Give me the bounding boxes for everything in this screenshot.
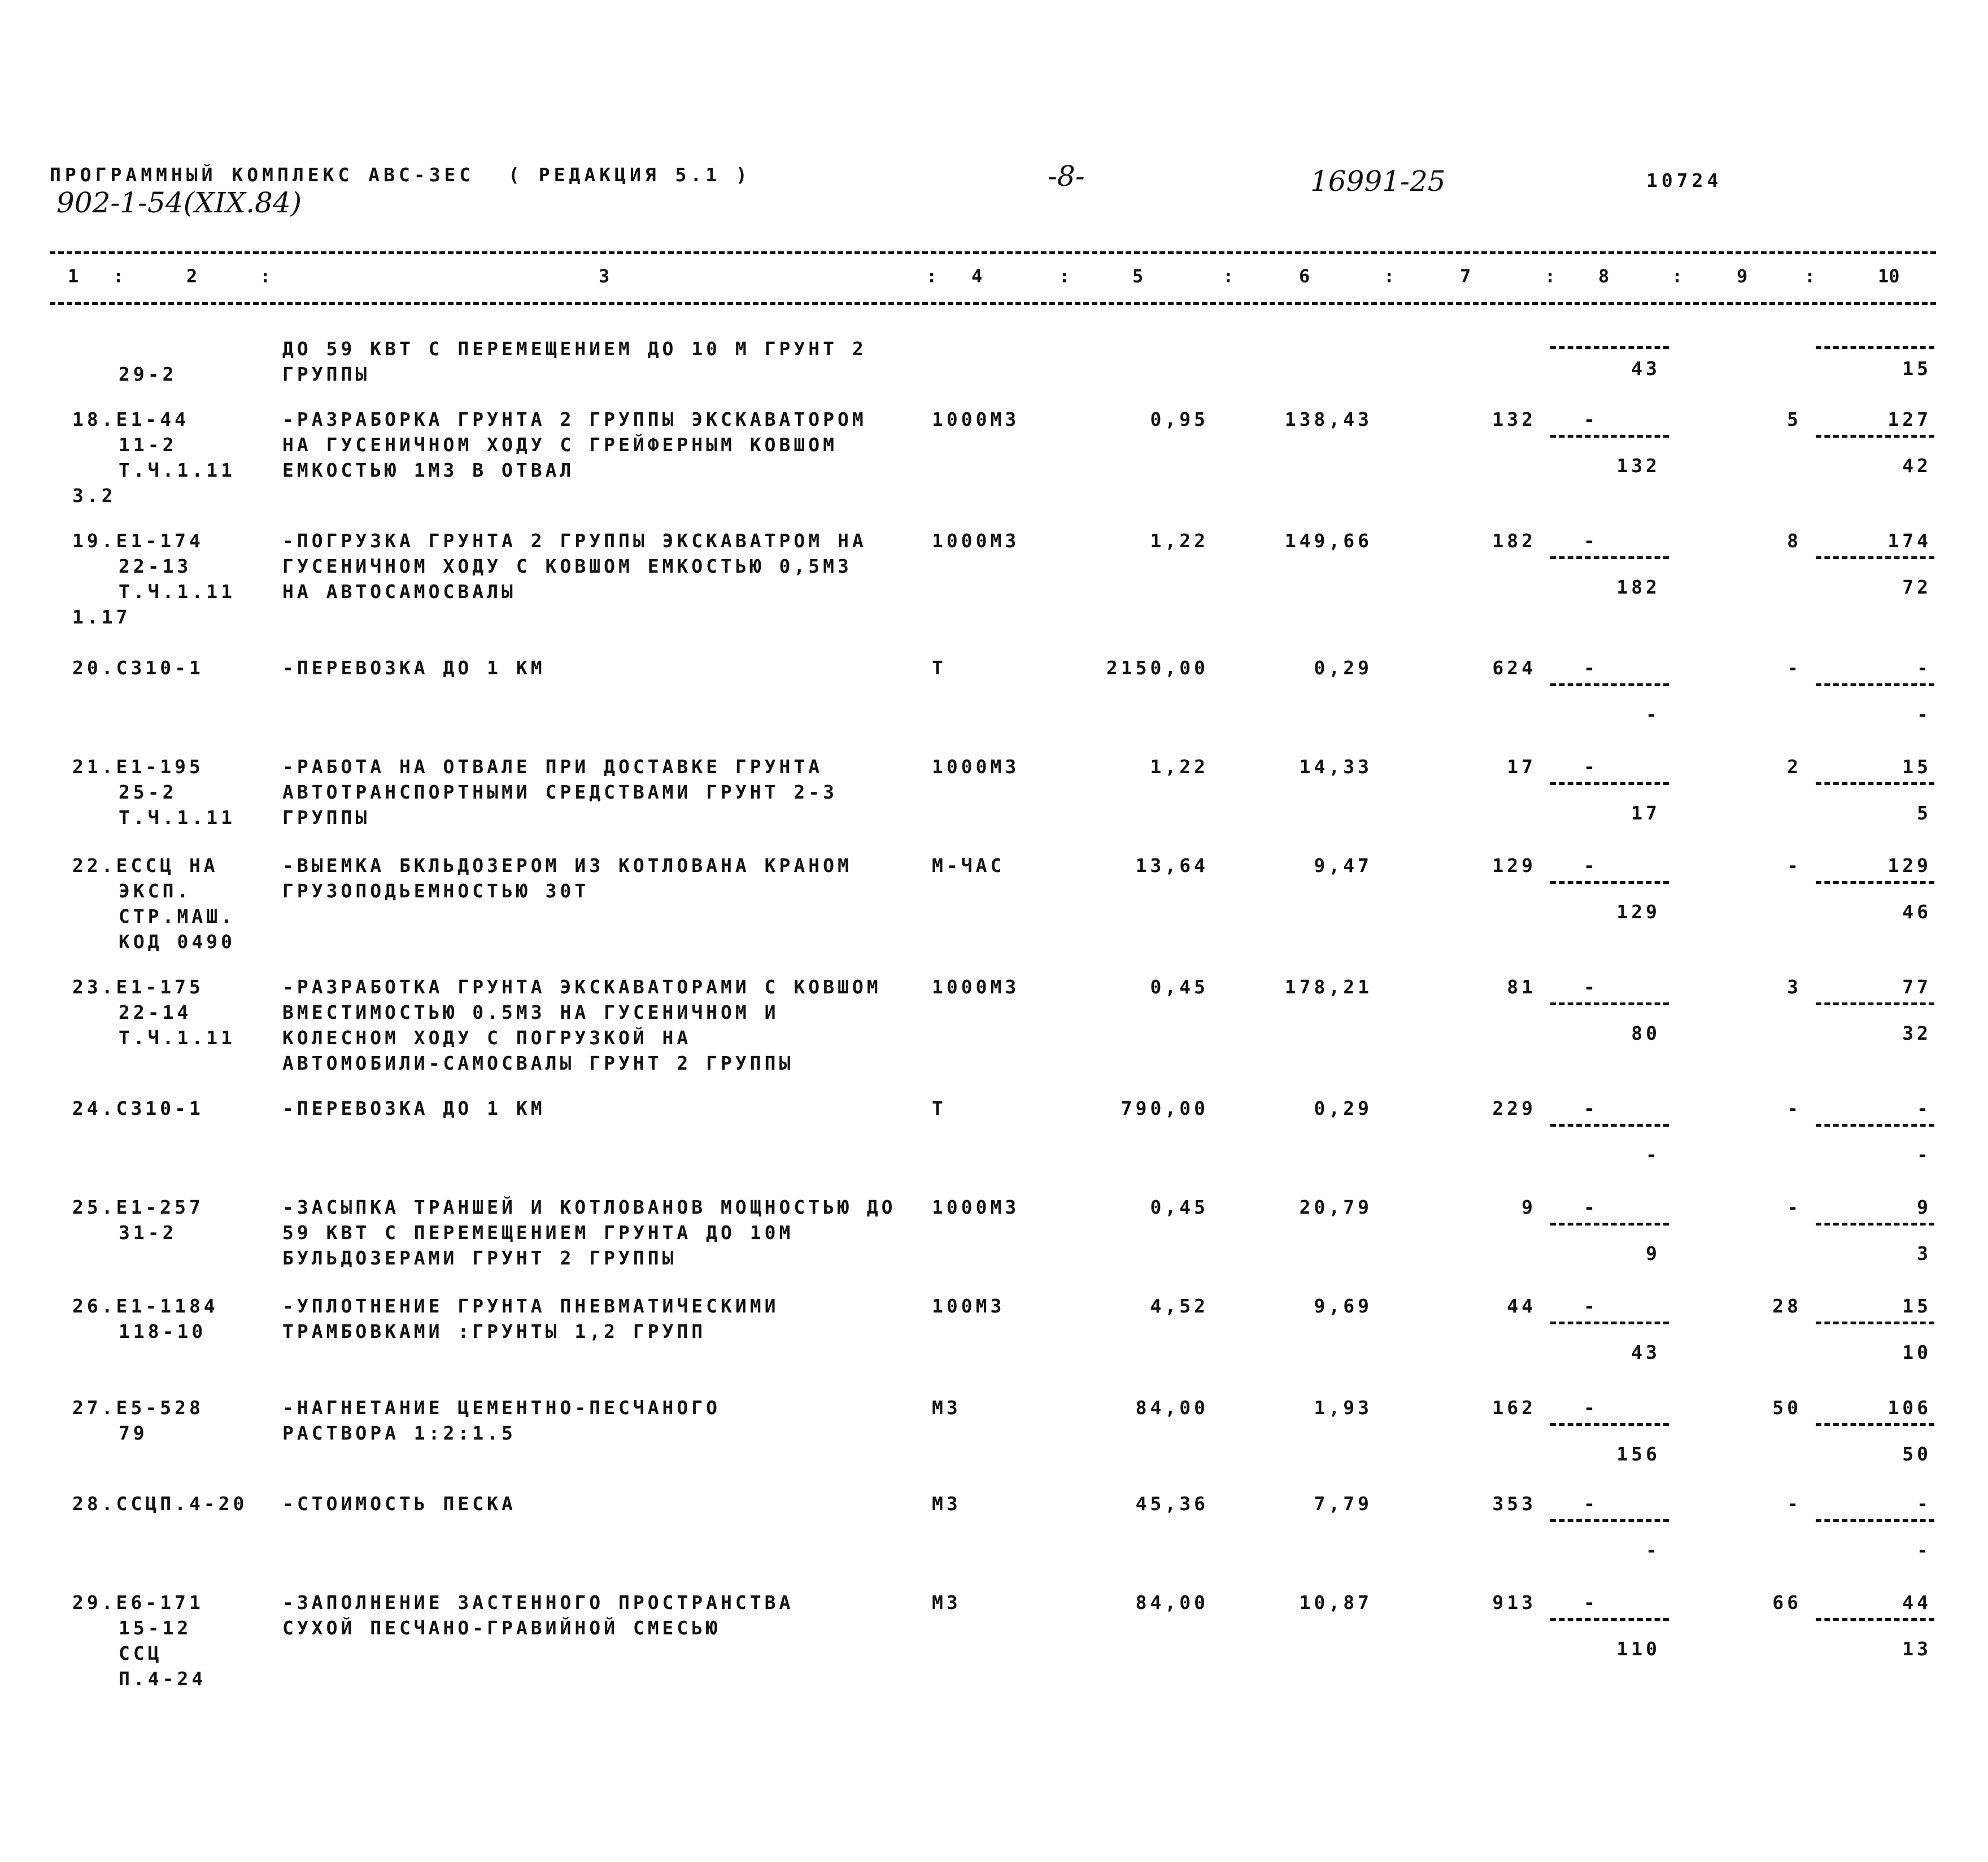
item-description-line: -ПЕРЕВОЗКА ДО 1 КМ: [282, 1097, 546, 1119]
item-description-line: ГРУППЫ: [282, 363, 370, 385]
column10-fraction-line: [1816, 683, 1934, 686]
unit-cell: 1000М3: [932, 1196, 1020, 1218]
item-code-line: 23.Е1-175: [72, 976, 204, 998]
item-code-line: Т.Ч.1.11: [119, 1027, 236, 1049]
item-description-line: ДО 59 КВТ С ПЕРЕМЕЩЕНИЕМ ДО 10 М ГРУНТ 2: [282, 338, 867, 360]
column-header-1: 1: [68, 265, 79, 287]
column10-fraction-line: [1816, 1423, 1934, 1426]
item-code-line: 22-14: [119, 1001, 192, 1023]
item-code-line: 25.Е1-257: [72, 1196, 204, 1218]
column10-top: -: [1917, 1493, 1932, 1515]
unit-price-cell: 10,87: [1299, 1591, 1372, 1614]
total-cost-cell: 162: [1492, 1397, 1536, 1419]
item-description-line: 59 КВТ С ПЕРЕМЕЩЕНИЕМ ГРУНТА ДО 10М: [282, 1222, 794, 1244]
item-code-line: 1.17: [72, 606, 131, 628]
item-description-line: АВТОМОБИЛИ-САМОСВАЛЫ ГРУНТ 2 ГРУППЫ: [282, 1052, 794, 1074]
column-separator: :: [1223, 265, 1234, 287]
item-description-line: -ПЕРЕВОЗКА ДО 1 КМ: [282, 657, 546, 679]
unit-cell: 1000М3: [932, 530, 1020, 552]
quantity-cell: 0,45: [1150, 976, 1209, 998]
item-description-line: -НАГНЕТАНИЕ ЦЕМЕНТНО-ПЕСЧАНОГО: [282, 1397, 721, 1419]
item-code-line: Т.Ч.1.11: [119, 806, 236, 828]
column9-cell: -: [1787, 854, 1802, 877]
column-separator: :: [113, 265, 124, 287]
total-cost-cell: 624: [1492, 657, 1536, 679]
document-number: 16991-25: [1310, 165, 1446, 198]
column8-bottom: -: [1646, 1144, 1660, 1166]
unit-price-cell: 178,21: [1284, 976, 1372, 998]
column8-bottom: 110: [1616, 1638, 1660, 1660]
column-header-2: 2: [186, 265, 198, 287]
quantity-cell: 84,00: [1135, 1591, 1209, 1614]
item-code-line: Т.Ч.1.11: [119, 581, 236, 603]
column10-fraction-line: [1816, 435, 1934, 438]
column10-bottom: 50: [1902, 1443, 1932, 1465]
column-header-5: 5: [1132, 265, 1144, 287]
unit-price-cell: 7,79: [1314, 1493, 1372, 1515]
column10-bottom: -: [1917, 1539, 1932, 1561]
unit-price-cell: 138,43: [1284, 408, 1372, 430]
column-header-4: 4: [971, 265, 983, 287]
page-number: -8-: [1048, 160, 1085, 193]
column10-top: 127: [1887, 408, 1932, 430]
column8-top: -: [1584, 1493, 1598, 1515]
item-code-line: 11-2: [119, 434, 177, 456]
item-code-line: П.4-24: [119, 1668, 207, 1690]
column8-top: -: [1584, 1591, 1598, 1614]
item-code-line: СТР.МАШ.: [119, 905, 236, 927]
column8-fraction-line: [1550, 1124, 1669, 1127]
column8-fraction-line: [1550, 1322, 1669, 1324]
column-separator: :: [1384, 265, 1395, 287]
column9-cell: -: [1787, 1493, 1802, 1515]
column8-top: -: [1584, 1097, 1598, 1119]
item-description-line: ТРАМБОВКАМИ :ГРУНТЫ 1,2 ГРУПП: [282, 1320, 707, 1342]
column8-bottom: 129: [1616, 901, 1660, 923]
column9-cell: 2: [1787, 756, 1802, 778]
column10-bottom: 3: [1917, 1242, 1932, 1264]
column-header-9: 9: [1737, 265, 1748, 287]
column10-fraction-line: [1816, 881, 1934, 884]
item-code-line: 3.2: [72, 485, 116, 507]
column8-top: -: [1584, 1397, 1598, 1419]
item-code-line: 22-13: [119, 555, 192, 577]
unit-cell: 1000М3: [932, 756, 1020, 778]
column8-top: -: [1584, 1196, 1598, 1218]
column-header-8: 8: [1598, 265, 1610, 287]
column9-cell: -: [1787, 1196, 1802, 1218]
item-description-line: РАСТВОРА 1:2:1.5: [282, 1422, 516, 1444]
column9-cell: 8: [1787, 530, 1802, 552]
column9-cell: -: [1787, 657, 1802, 679]
program-title: ПРОГРАММНЫЙ КОМПЛЕКС АВС-3ЕС: [50, 164, 475, 186]
column10-fraction-line: [1816, 1124, 1934, 1127]
column9-cell: 3: [1787, 976, 1802, 998]
column10-top: -: [1917, 657, 1932, 679]
column10-top: 106: [1887, 1397, 1932, 1419]
item-description-line: ГРУППЫ: [282, 806, 370, 828]
column8-top: -: [1584, 756, 1598, 778]
column10-bottom: 10: [1902, 1341, 1932, 1363]
unit-cell: 100М3: [932, 1295, 1005, 1317]
column10-fraction-line: [1816, 1618, 1934, 1621]
column8-fraction-line: [1550, 556, 1669, 559]
quantity-cell: 13,64: [1135, 854, 1209, 877]
column9-cell: -: [1787, 1097, 1802, 1119]
unit-cell: М3: [932, 1493, 961, 1515]
column8-bottom: -: [1646, 703, 1660, 725]
top-rule: [50, 251, 1936, 254]
unit-price-cell: 14,33: [1299, 756, 1372, 778]
column10-bottom: 42: [1902, 455, 1932, 477]
item-code-line: 20.С310-1: [72, 657, 204, 679]
column10-fraction-line: [1816, 346, 1934, 349]
column8-top: -: [1584, 976, 1598, 998]
column8-fraction-line: [1550, 346, 1669, 349]
total-cost-cell: 913: [1492, 1591, 1536, 1614]
item-description-line: НА ГУСЕНИЧНОМ ХОДУ С ГРЕЙФЕРНЫМ КОВШОМ: [282, 434, 838, 456]
column10-bottom: 15: [1902, 357, 1932, 380]
quantity-cell: 0,45: [1150, 1196, 1209, 1218]
item-description-line: СУХОЙ ПЕСЧАНО-ГРАВИЙНОЙ СМЕСЬЮ: [282, 1617, 721, 1639]
item-description-line: -СТОИМОСТЬ ПЕСКА: [282, 1493, 516, 1515]
column10-bottom: 72: [1902, 576, 1932, 598]
item-code-line: Т.Ч.1.11: [119, 459, 236, 481]
unit-price-cell: 0,29: [1314, 1097, 1372, 1119]
item-description-line: -РАЗРАБОРКА ГРУНТА 2 ГРУППЫ ЭКСКАВАТОРОМ: [282, 408, 867, 430]
column8-bottom: 182: [1616, 576, 1660, 598]
item-code-line: 27.Е5-528: [72, 1397, 204, 1419]
item-code-line: ЭКСП.: [119, 880, 192, 902]
column10-top: 174: [1887, 530, 1932, 552]
unit-price-cell: 1,93: [1314, 1397, 1372, 1419]
total-cost-cell: 17: [1507, 756, 1536, 778]
item-description-line: КОЛЕСНОМ ХОДУ С ПОГРУЗКОЙ НА: [282, 1027, 692, 1049]
item-description-line: ВМЕСТИМОСТЬЮ 0.5М3 НА ГУСЕНИЧНОМ И: [282, 1001, 779, 1023]
item-description-line: ГУСЕНИЧНОМ ХОДУ С КОВШОМ ЕМКОСТЬЮ 0,5М3: [282, 555, 852, 577]
item-description-line: -РАЗРАБОТКА ГРУНТА ЭКСКАВАТОРАМИ С КОВШОМ: [282, 976, 882, 998]
column8-bottom: 9: [1646, 1242, 1660, 1264]
column8-fraction-line: [1550, 435, 1669, 438]
column8-top: -: [1584, 408, 1598, 430]
column10-bottom: -: [1917, 703, 1932, 725]
column10-bottom: 32: [1902, 1022, 1932, 1044]
edition-label: ( РЕДАКЦИЯ 5.1 ): [508, 164, 751, 186]
column-separator: :: [1672, 265, 1683, 287]
column9-cell: 50: [1772, 1397, 1802, 1419]
column10-fraction-line: [1816, 1223, 1934, 1226]
document-code: 10724: [1646, 169, 1723, 191]
quantity-cell: 1,22: [1150, 530, 1209, 552]
column10-fraction-line: [1816, 782, 1934, 785]
total-cost-cell: 353: [1492, 1493, 1536, 1515]
total-cost-cell: 44: [1507, 1295, 1536, 1317]
quantity-cell: 4,52: [1150, 1295, 1209, 1317]
column-header-6: 6: [1299, 265, 1310, 287]
column8-bottom: 132: [1616, 455, 1660, 477]
column-header-7: 7: [1460, 265, 1471, 287]
column9-cell: 28: [1772, 1295, 1802, 1317]
column-header-3: 3: [599, 265, 610, 287]
unit-price-cell: 149,66: [1284, 530, 1372, 552]
column10-bottom: -: [1917, 1144, 1932, 1166]
column8-bottom: 17: [1631, 802, 1660, 824]
column8-fraction-line: [1550, 683, 1669, 686]
unit-cell: 1000М3: [932, 408, 1020, 430]
item-description-line: НА АВТОСАМОСВАЛЫ: [282, 581, 516, 603]
item-description-line: АВТОТРАНСПОРТНЫМИ СРЕДСТВАМИ ГРУНТ 2-3: [282, 781, 838, 803]
column10-top: 129: [1887, 854, 1932, 877]
column10-fraction-line: [1816, 1002, 1934, 1005]
item-code-line: ССЦ: [119, 1642, 163, 1664]
column8-fraction-line: [1550, 782, 1669, 785]
unit-cell: 1000М3: [932, 976, 1020, 998]
quantity-cell: 0,95: [1150, 408, 1209, 430]
total-cost-cell: 129: [1492, 854, 1536, 877]
total-cost-cell: 9: [1521, 1196, 1536, 1218]
quantity-cell: 2150,00: [1106, 657, 1209, 679]
column8-fraction-line: [1550, 1519, 1669, 1522]
item-description-line: БУЛЬДОЗЕРАМИ ГРУНТ 2 ГРУППЫ: [282, 1247, 677, 1269]
item-code-line: 118-10: [119, 1320, 207, 1342]
column10-top: 44: [1902, 1591, 1932, 1614]
total-cost-cell: 182: [1492, 530, 1536, 552]
item-code-line: 31-2: [119, 1222, 177, 1244]
column10-fraction-line: [1816, 1519, 1934, 1522]
column8-top: -: [1584, 854, 1598, 877]
item-description-line: -ВЫЕМКА БКЛЬДОЗЕРОМ ИЗ КОТЛОВАНА КРАНОМ: [282, 854, 852, 877]
item-code-line: 25-2: [119, 781, 177, 803]
total-cost-cell: 132: [1492, 408, 1536, 430]
column10-fraction-line: [1816, 1322, 1934, 1324]
unit-price-cell: 20,79: [1299, 1196, 1372, 1218]
project-number: 902-1-54(XIX.84): [56, 186, 302, 219]
unit-price-cell: 9,47: [1314, 854, 1372, 877]
unit-price-cell: 9,69: [1314, 1295, 1372, 1317]
column9-cell: 66: [1772, 1591, 1802, 1614]
quantity-cell: 1,22: [1150, 756, 1209, 778]
column8-top: -: [1584, 657, 1598, 679]
column8-fraction-line: [1550, 881, 1669, 884]
unit-cell: Т: [932, 1097, 947, 1119]
item-code-line: 22.ЕССЦ НА: [72, 854, 219, 877]
column8-fraction-line: [1550, 1223, 1669, 1226]
unit-cell: М3: [932, 1591, 961, 1614]
quantity-cell: 45,36: [1135, 1493, 1209, 1515]
total-cost-cell: 229: [1492, 1097, 1536, 1119]
column8-fraction-line: [1550, 1002, 1669, 1005]
header-rule: [50, 302, 1936, 305]
item-code-line: 26.Е1-1184: [72, 1295, 219, 1317]
column8-top: -: [1584, 530, 1598, 552]
item-description-line: -ПОГРУЗКА ГРУНТА 2 ГРУППЫ ЭКСКАВАТРОМ НА: [282, 530, 867, 552]
unit-cell: М-ЧАС: [932, 854, 1005, 877]
column10-top: 77: [1902, 976, 1932, 998]
item-code-line: КОД 0490: [119, 931, 236, 953]
item-description-line: -ЗАПОЛНЕНИЕ ЗАСТЕННОГО ПРОСТРАНСТВА: [282, 1591, 794, 1614]
item-code-line: 18.Е1-44: [72, 408, 189, 430]
item-description-line: -РАБОТА НА ОТВАЛЕ ПРИ ДОСТАВКЕ ГРУНТА: [282, 756, 823, 778]
item-code-line: 24.С310-1: [72, 1097, 204, 1119]
unit-cell: Т: [932, 657, 947, 679]
quantity-cell: 84,00: [1135, 1397, 1209, 1419]
column-separator: :: [1059, 265, 1070, 287]
column8-bottom: -: [1646, 1539, 1660, 1561]
column10-bottom: 13: [1902, 1638, 1932, 1660]
column10-top: 9: [1917, 1196, 1932, 1218]
column8-top: -: [1584, 1295, 1598, 1317]
item-description-line: -ЗАСЫПКА ТРАНШЕЙ И КОТЛОВАНОВ МОЩНОСТЬЮ ДО: [282, 1196, 896, 1218]
column-header-10: 10: [1878, 265, 1900, 287]
column8-fraction-line: [1550, 1618, 1669, 1621]
item-description-line: ЕМКОСТЬЮ 1М3 В ОТВАЛ: [282, 459, 575, 481]
item-description-line: ГРУЗОПОДЬЕМНОСТЬЮ 30Т: [282, 880, 590, 902]
column-separator: :: [260, 265, 271, 287]
item-code-line: 21.Е1-195: [72, 756, 204, 778]
column10-bottom: 5: [1917, 802, 1932, 824]
column9-cell: 5: [1787, 408, 1802, 430]
unit-price-cell: 0,29: [1314, 657, 1372, 679]
unit-cell: М3: [932, 1397, 961, 1419]
column-separator: :: [1545, 265, 1556, 287]
item-code-line: 79: [119, 1422, 148, 1444]
item-code-line: 15-12: [119, 1617, 192, 1639]
item-code-line: 29.Е6-171: [72, 1591, 204, 1614]
item-code-line: 19.Е1-174: [72, 530, 204, 552]
column8-fraction-line: [1550, 1423, 1669, 1426]
column8-bottom: 80: [1631, 1022, 1660, 1044]
item-code-line: 29-2: [119, 363, 177, 385]
column8-bottom: 43: [1631, 357, 1660, 380]
item-description-line: -УПЛОТНЕНИЕ ГРУНТА ПНЕВМАТИЧЕСКИМИ: [282, 1295, 779, 1317]
column10-fraction-line: [1816, 556, 1934, 559]
column10-top: -: [1917, 1097, 1932, 1119]
total-cost-cell: 81: [1507, 976, 1536, 998]
column-separator: :: [926, 265, 938, 287]
quantity-cell: 790,00: [1121, 1097, 1209, 1119]
column10-bottom: 46: [1902, 901, 1932, 923]
column-separator: :: [1804, 265, 1816, 287]
column10-top: 15: [1902, 1295, 1932, 1317]
column8-bottom: 43: [1631, 1341, 1660, 1363]
column10-top: 15: [1902, 756, 1932, 778]
column8-bottom: 156: [1616, 1443, 1660, 1465]
item-code-line: 28.ССЦП.4-20: [72, 1493, 248, 1515]
